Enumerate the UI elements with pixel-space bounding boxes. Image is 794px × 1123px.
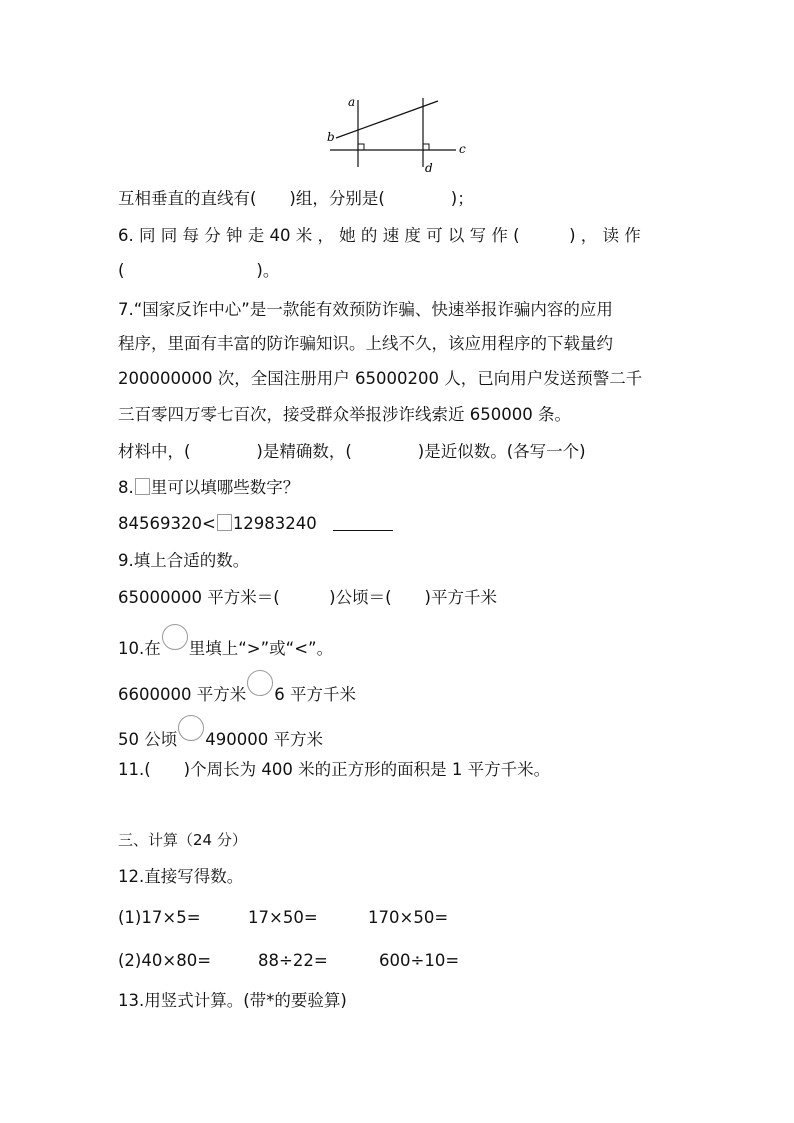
q7-line5: 材料中，( )是精确数，( )是近似数。(各写一个) xyxy=(118,442,586,461)
answer-blank[interactable] xyxy=(333,514,393,531)
q12-r2-c2: 88÷22= xyxy=(258,951,328,970)
q10-row1-right: 6 平方千米 xyxy=(274,685,356,704)
label-b: b xyxy=(327,130,335,144)
q12-row1 xyxy=(118,907,448,929)
q6-line1: 6. 同 同 每 分 钟 走 40 米 ， 她 的 速 度 可 以 写 作 ( ) ， 读 作 xyxy=(118,226,641,245)
q8-title-post: 里可以填哪些数字？ xyxy=(150,478,300,497)
q9-title: 9.填上合适的数。 xyxy=(118,551,250,570)
right-angle-mark-1 xyxy=(358,144,364,150)
square-box-icon xyxy=(135,478,150,495)
circle-blank-icon[interactable] xyxy=(178,715,204,741)
q12-r1-c1: (1)17×5= xyxy=(118,908,201,927)
q12-title: 12.直接写得数。 xyxy=(118,867,244,886)
q7-line2: 程序，里面有丰富的防诈骗知识。上线不久，该应用程序的下载量约 xyxy=(118,334,613,353)
q7-line3: 200000000 次，全国注册用户 65000200 人，已向用户发送预警二千 xyxy=(118,369,643,388)
q12-r1-c2: 17×50= xyxy=(248,908,318,927)
q12-r2-c1: (2)40×80= xyxy=(118,951,212,970)
q10-row2 xyxy=(118,723,323,751)
square-box-icon xyxy=(217,514,232,531)
q10-title-pre: 10.在 xyxy=(118,639,161,658)
right-angle-mark-2 xyxy=(423,144,429,150)
q11-text: 11.( )个周长为 400 米的正方形的面积是 1 平方千米。 xyxy=(118,760,551,779)
q10-title xyxy=(118,632,333,660)
q13-title: 13.用竖式计算。(带*的要验算) xyxy=(118,991,347,1010)
q8-title xyxy=(118,477,299,499)
label-d: d xyxy=(425,161,433,175)
q12-r2-c3: 600÷10= xyxy=(379,951,460,970)
circle-blank-icon[interactable] xyxy=(247,670,273,696)
q7-line4: 三百零四万零七百次，接受群众举报涉诈线索近 650000 条。 xyxy=(118,405,571,424)
q9-line: 65000000 平方米＝( )公顷＝( )平方千米 xyxy=(118,588,497,607)
q12-r1-c3: 170×50= xyxy=(368,908,449,927)
q5-text: 互相垂直的直线有( )组，分别是( )； xyxy=(118,189,474,208)
q6-line2: ( )。 xyxy=(118,261,280,280)
q10-row2-right: 490000 平方米 xyxy=(205,730,323,749)
q10-row1 xyxy=(118,678,356,706)
q10-row2-left: 50 公顷 xyxy=(118,730,178,749)
label-c: c xyxy=(459,142,466,156)
q8-left: 84569320< xyxy=(118,514,216,533)
perpendicular-lines-figure xyxy=(0,0,794,180)
circle-blank-icon xyxy=(162,624,188,650)
q10-row1-left: 6600000 平方米 xyxy=(118,685,247,704)
q12-row2 xyxy=(118,950,459,972)
label-a: a xyxy=(348,95,356,109)
q10-title-post: 里填上“>”或“<”。 xyxy=(188,639,334,658)
q8-comparison xyxy=(118,513,393,535)
q7-line1: 7.“国家反诈中心”是一款能有效预防诈骗、快速举报诈骗内容的应用 xyxy=(118,300,613,319)
q8-title-pre: 8. xyxy=(118,478,134,497)
section-3-title: 三、计算（24 分） xyxy=(118,831,247,849)
q8-right: 12983240 xyxy=(232,514,317,533)
